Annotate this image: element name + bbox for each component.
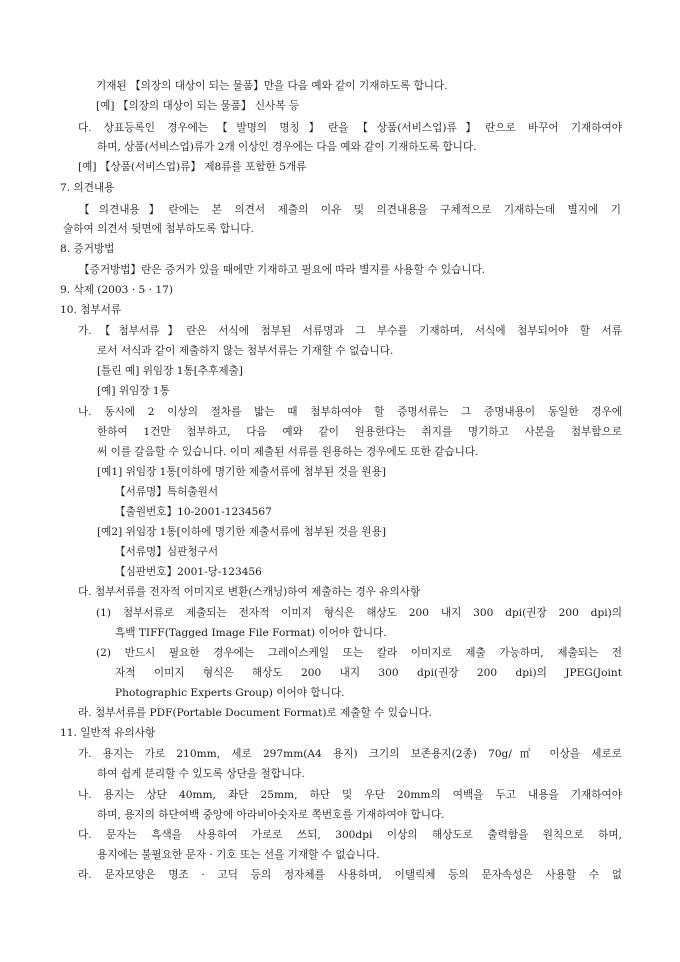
section-heading: 9. 삭제 (2003 · 5 · 17) (60, 284, 173, 296)
text-line: 【출원번호】10-2001-1234567 (115, 506, 272, 518)
text-line: 라. 첨부서류를 PDF(Portable Document Format)로 제출할 수 있습니다. (78, 707, 433, 719)
text-line: [예] 【상품(서비스업)류】 제8류를 포함한 5개류 (78, 161, 307, 173)
text-line: [틀린 예] 위임장 1통[추후제출] (97, 365, 243, 377)
text-line: 라. 문자모양은 명조 · 고딕 등의 정자체를 사용하며, 이탤릭체 등의 문자속성은 사용할 수 없 (78, 869, 622, 881)
text-line: 【의견내용】란에는 본 의견서 제출의 이유 및 의견내용을 구체적으로 기재하는데 별지에 기 (79, 204, 621, 216)
text-line: 【서류명】특허출원서 (115, 486, 219, 498)
text-line: 하여 쉽게 분리할 수 있도록 상단을 철합니다. (97, 768, 305, 780)
text-line: 다. 상표등록인 경우에는【발명의 명칭】란을【상품(서비스업)류】란으로 바꾸어 기재하여야 (78, 122, 622, 134)
text-line: 하며, 용지의 하단여백 중앙에 아라비아숫자로 쪽번호를 기재하여야 합니다. (97, 809, 445, 821)
section-heading: 10. 첨부서류 (60, 304, 122, 316)
text-line: 나. 동시에 2 이상의 절차를 밟는 때 첨부하여야 할 증명서류는 그 증명내용이 동일한 경우에 (78, 406, 622, 418)
text-line: 【심판번호】2001-당-123456 (115, 566, 262, 578)
section-heading: 8. 증거방법 (60, 243, 115, 255)
text-line: [예] 위임장 1통 (97, 385, 170, 397)
text-line: [예2] 위임장 1통[이하에 명기한 제출서류에 첨부된 것을 원용] (97, 526, 386, 538)
section-heading: 11. 일반적 유의사항 (60, 727, 156, 739)
text-line: [예1] 위임장 1통[이하에 명기한 제출서류에 첨부된 것을 원용] (97, 466, 386, 478)
text-line: 【증거방법】란은 증거가 있을 때에만 기재하고 필요에 따라 별지를 사용할 수 있습니다. (79, 264, 486, 276)
text-line: 로서 서식과 같이 제출하지 않는 첨부서류는 기재할 수 없습니다. (97, 345, 394, 357)
text-line: (1) 첨부서류로 제출되는 전자적 이미지 형식은 해상도 200 내지 300 dpi(권장 200 dpi)의 (96, 607, 622, 619)
text-line: 한하여 1건만 첨부하고, 다음 예와 같이 원용한다는 취지를 명기하고 사본을 첨부함으로 (97, 426, 622, 438)
text-line: Photographic Experts Group) 이어야 합니다. (115, 687, 345, 699)
text-line: [예] 【의장의 대상이 되는 물품】 신사복 등 (96, 100, 300, 112)
text-line: (2) 반드시 필요한 경우에는 그레이스케일 또는 칼라 이미지로 제출 가능하며, 제출되는 전 (96, 647, 622, 659)
section-heading: 7. 의견내용 (60, 182, 115, 194)
text-line: 나. 용지는 상단 40mm, 좌단 25mm, 하단 및 우단 20mm의 여백을 두고 내용을 기재하여야 (78, 789, 622, 801)
text-line: 흑백 TIFF(Tagged Image File Format) 이어야 합니다. (115, 627, 387, 639)
text-line: 가. 용지는 가로 210mm, 세로 297mm(A4 용지) 크기의 보존용지(2종) 70g/㎡ 이상을 세로로 (78, 748, 622, 760)
text-line: 기재된 【의장의 대상이 되는 물품】만을 다음 예와 같이 기재하도록 합니다. (96, 80, 448, 92)
text-line: 하며, 상품(서비스업)류가 2개 이상인 경우에는 다음 예와 같이 기재하도록 합니다. (97, 141, 477, 153)
text-line: 자적 이미지 형식은 해상도 200 내지 300 dpi(권장 200 dpi)의 JPEG(Joint (115, 667, 622, 679)
text-line: 써 이를 갈음할 수 있습니다. 이미 제출된 서류를 원용하는 경우에도 또한 같습니다. (97, 446, 479, 458)
text-line: 술하여 의견서 뒷면에 첨부하도록 합니다. (63, 223, 254, 235)
text-line: 가.【첨부서류】란은 서식에 첨부된 서류명과 그 부수를 기재하며, 서식에 첨부되어야 할 서류 (78, 325, 622, 337)
text-line: 다. 첨부서류를 전자적 이미지로 변환(스캐닝)하여 제출하는 경우 유의사항 (78, 586, 421, 598)
text-line: 용지에는 불필요한 문자 · 기호 또는 선을 기재할 수 없습니다. (97, 849, 380, 861)
text-line: 다. 문자는 흑색을 사용하여 가로로 쓰되, 300dpi 이상의 해상도로 출력함을 원칙으로 하며, (78, 829, 622, 841)
text-line: 【서류명】심판청구서 (115, 546, 219, 558)
